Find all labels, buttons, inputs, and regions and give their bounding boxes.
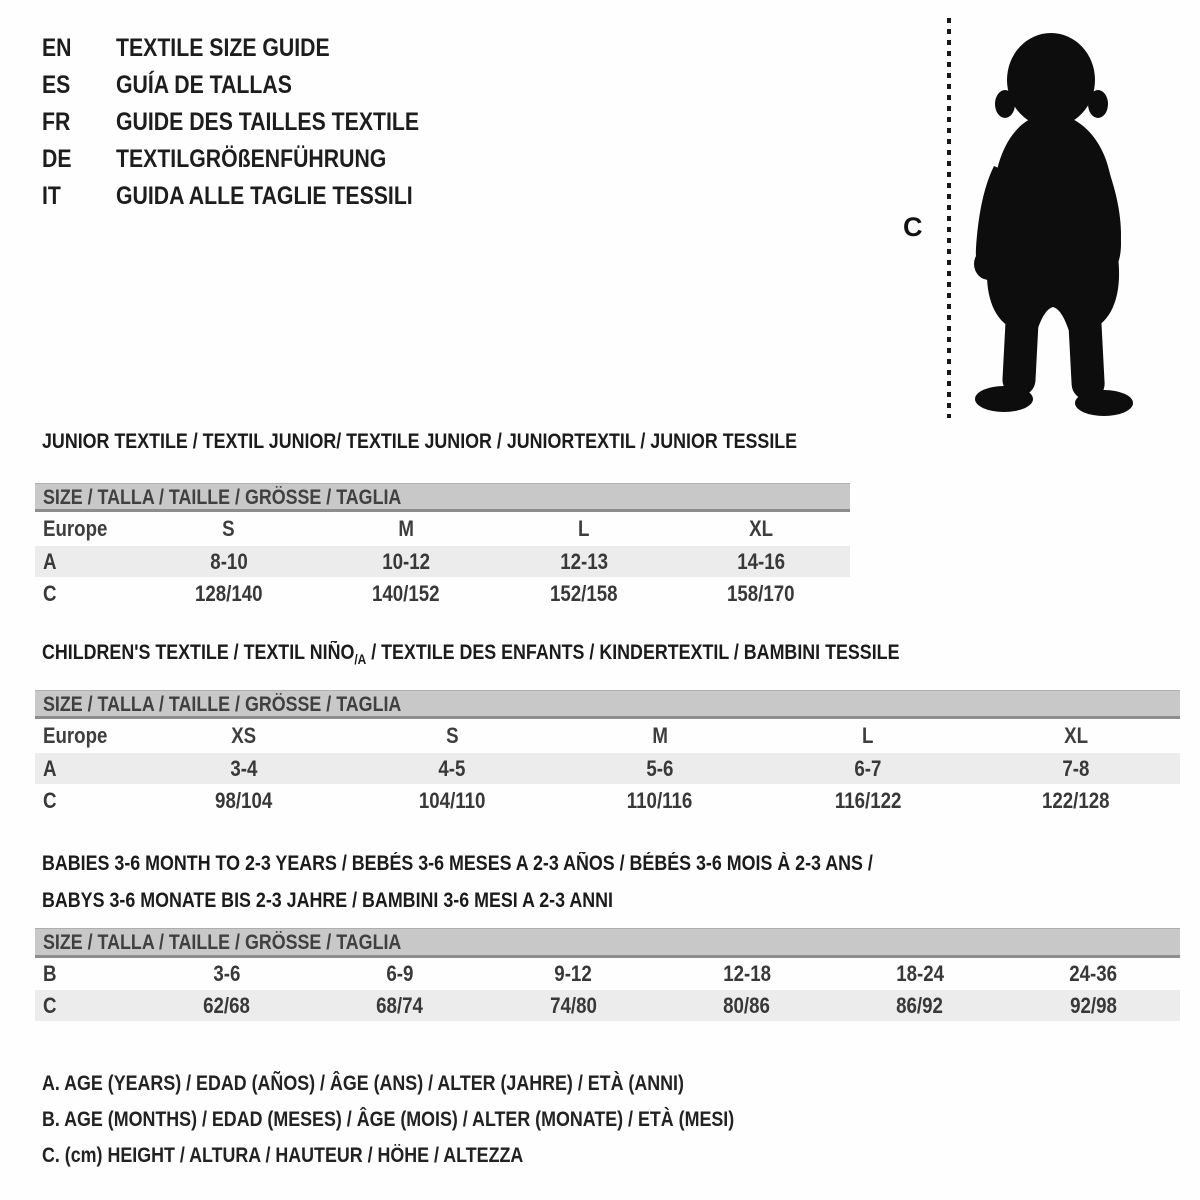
table-cell: 128/140: [194, 580, 263, 606]
size-header-text: SIZE / TALLA / TAILLE / GRÖSSE / TAGLIA: [43, 931, 402, 954]
babies-section-title: [42, 845, 1020, 919]
babies-size-header-bar: [35, 928, 1180, 958]
header-cell: S: [222, 516, 235, 541]
language-list: [42, 30, 473, 215]
children-row-a: [35, 753, 1180, 784]
language-row-en: [42, 30, 473, 67]
legend-line-c: C. (cm) HEIGHT / ALTURA / HAUTEUR / HÖHE / ALTEZZA: [42, 1144, 524, 1167]
language-row-es: [42, 67, 473, 104]
table-cell: 68/74: [376, 992, 424, 1018]
junior-size-table: [35, 483, 850, 610]
table-cell: 92/98: [1069, 992, 1117, 1018]
language-code: IT: [42, 182, 61, 210]
language-title: TEXTILGRÖßENFÜHRUNG: [116, 145, 387, 173]
row-label: A: [43, 548, 57, 574]
children-title-subscript: /A: [354, 651, 367, 667]
table-cell: 7-8: [1062, 755, 1090, 781]
table-cell: 4-5: [438, 755, 466, 781]
table-cell: 12-18: [722, 961, 771, 986]
children-size-table: [35, 690, 1180, 817]
table-cell: 86/92: [896, 992, 944, 1018]
table-cell: 104/110: [418, 787, 486, 813]
language-code: EN: [42, 34, 72, 62]
language-title: TEXTILE SIZE GUIDE: [116, 34, 330, 62]
header-cell: Europe: [43, 516, 108, 541]
size-header-text: SIZE / TALLA / TAILLE / GRÖSSE / TAGLIA: [43, 693, 402, 716]
height-dashed-line: [947, 18, 951, 418]
junior-row-c: [35, 577, 850, 610]
table-cell: 18-24: [896, 961, 944, 986]
babies-row-b: [35, 958, 1180, 990]
language-code: ES: [42, 71, 71, 99]
table-cell: 152/158: [549, 580, 618, 606]
junior-row-a: [35, 546, 850, 577]
table-cell: 80/86: [723, 992, 771, 1018]
language-code: FR: [42, 108, 71, 136]
baby-silhouette-icon: [958, 16, 1148, 420]
language-code: DE: [42, 145, 72, 173]
legend-line-b: B. AGE (MONTHS) / EDAD (MESES) / ÂGE (MOIS) / ALTER (MONATE) / ETÀ (MESI): [42, 1108, 735, 1131]
table-cell: 12-13: [559, 548, 608, 574]
babies-title-line2: BABYS 3-6 MONATE BIS 2-3 JAHRE / BAMBINI 3-6 MESI A 2-3 ANNI: [42, 889, 613, 912]
row-label: C: [43, 787, 57, 813]
language-row-it: [42, 178, 473, 215]
row-label: C: [43, 992, 57, 1018]
header-cell: XL: [749, 516, 774, 541]
row-label: C: [43, 580, 57, 606]
table-cell: 5-6: [646, 755, 674, 781]
children-title-text: CHILDREN'S TEXTILE / TEXTIL $NIÑO_{/A}$ / TEXTILE DES ENFANTS / KINDERTEXTIL / BAMBINI TESSILE: [42, 641, 900, 667]
height-measure-label: C: [903, 212, 923, 242]
children-header-row: [35, 719, 1180, 753]
table-cell: 98/104: [215, 787, 273, 813]
table-cell: 6-7: [854, 755, 882, 781]
header-cell: M: [398, 516, 415, 541]
row-label: B: [43, 961, 57, 986]
junior-title-text: JUNIOR TEXTILE / TEXTIL JUNIOR/ TEXTILE JUNIOR / JUNIORTEXTIL / JUNIOR TESSILE: [42, 430, 798, 453]
junior-size-header-bar: [35, 483, 850, 512]
legend: [42, 1066, 856, 1174]
language-title: GUIDA ALLE TAGLIE TESSILI: [116, 182, 413, 210]
children-row-c: [35, 784, 1180, 817]
header-cell: S: [445, 723, 459, 748]
language-row-fr: [42, 104, 473, 141]
header-cell: XS: [231, 723, 257, 748]
table-cell: 62/68: [203, 992, 251, 1018]
table-cell: 158/170: [727, 580, 796, 606]
junior-section-title: [42, 430, 930, 454]
table-cell: 3-4: [230, 755, 258, 781]
babies-row-c: [35, 990, 1180, 1021]
babies-size-table: [35, 928, 1180, 1021]
table-cell: 110/116: [627, 787, 693, 813]
children-section-title: [42, 641, 1051, 667]
table-cell: 24-36: [1069, 961, 1118, 986]
language-title: GUÍA DE TALLAS: [116, 71, 292, 99]
table-cell: 74/80: [549, 992, 597, 1018]
table-cell: 140/152: [372, 580, 441, 606]
header-cell: XL: [1064, 723, 1088, 748]
table-cell: 122/128: [1042, 787, 1110, 813]
header-cell: L: [578, 516, 590, 541]
table-cell: 3-6: [213, 961, 241, 986]
header-cell: M: [652, 723, 668, 748]
row-label: A: [43, 755, 57, 781]
junior-header-row: [35, 512, 850, 546]
header-cell: Europe: [43, 723, 108, 748]
size-header-text: SIZE / TALLA / TAILLE / GRÖSSE / TAGLIA: [43, 486, 402, 509]
table-cell: 8-10: [210, 548, 248, 574]
legend-line-a: A. AGE (YEARS) / EDAD (AÑOS) / ÂGE (ANS) / ALTER (JAHRE) / ETÀ (ANNI): [42, 1072, 684, 1095]
table-cell: 9-12: [554, 961, 593, 986]
table-cell: 116/122: [834, 787, 902, 813]
table-cell: 6-9: [386, 961, 414, 986]
header-cell: L: [862, 723, 874, 748]
table-cell: 10-12: [382, 548, 431, 574]
language-row-de: [42, 141, 473, 178]
language-title: GUIDE DES TAILLES TEXTILE: [116, 108, 420, 136]
table-cell: 14-16: [737, 548, 786, 574]
children-size-header-bar: [35, 690, 1180, 719]
babies-title-line1: BABIES 3-6 MONTH TO 2-3 YEARS / BEBÉS 3-6 MESES A 2-3 AÑOS / BÉBÉS 3-6 MOIS À 2-3 ANS /: [42, 852, 873, 875]
